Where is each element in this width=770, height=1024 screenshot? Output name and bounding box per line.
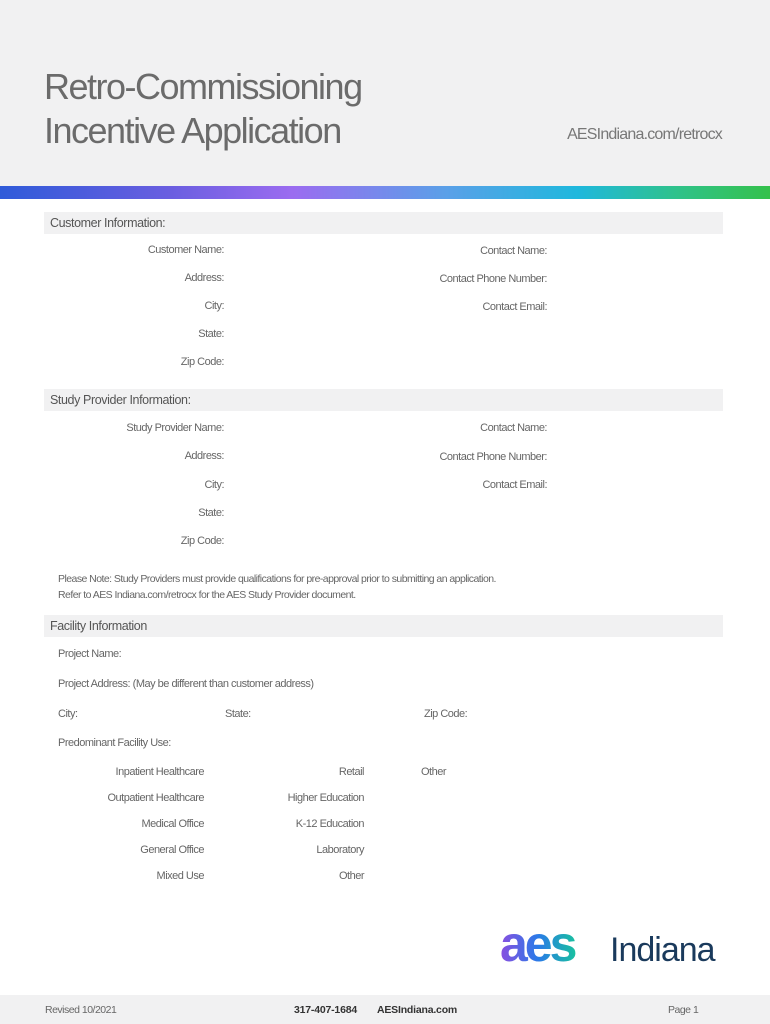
customer-contact-phone-label: Contact Phone Number:: [439, 273, 547, 285]
gradient-divider: [0, 186, 770, 199]
facility-zip-label: Zip Code:: [424, 708, 468, 720]
use-option-general-office[interactable]: General Office: [140, 844, 204, 856]
provider-note-line-2: Refer to AES Indiana.com/retrocx for the AES Study Provider document.: [58, 589, 356, 601]
project-name-label: Project Name:: [58, 648, 122, 660]
provider-section-title: Study Provider Information:: [44, 389, 723, 411]
customer-address-label: Address:: [184, 272, 224, 284]
use-option-outpatient[interactable]: Outpatient Healthcare: [107, 792, 204, 804]
customer-contact-name-label: Contact Name:: [480, 245, 547, 257]
use-option-higher-education[interactable]: Higher Education: [287, 792, 364, 804]
provider-address-label: Address:: [184, 450, 224, 462]
provider-contact-email-label: Contact Email:: [482, 479, 547, 491]
logo-aes-text: aes: [500, 916, 575, 972]
customer-name-label: Customer Name:: [147, 244, 224, 256]
logo-indiana-text: Indiana: [610, 931, 715, 969]
predominant-use-label: Predominant Facility Use:: [58, 737, 171, 749]
footer-phone: 317-407-1684: [294, 1004, 357, 1016]
use-option-mixed-use[interactable]: Mixed Use: [156, 870, 204, 882]
provider-state-label: State:: [198, 507, 224, 519]
provider-name-label: Study Provider Name:: [126, 422, 224, 434]
project-address-label: Project Address: (May be different than customer address): [58, 678, 314, 690]
customer-zip-label: Zip Code:: [180, 356, 224, 368]
provider-contact-phone-label: Contact Phone Number:: [439, 451, 547, 463]
use-option-k12-education[interactable]: K-12 Education: [295, 818, 364, 830]
facility-state-label: State:: [225, 708, 251, 720]
customer-city-label: City:: [204, 300, 224, 312]
page-title-line-1: Retro-Commissioning: [44, 66, 362, 107]
provider-contact-name-label: Contact Name:: [480, 422, 547, 434]
page-title-line-2: Incentive Application: [44, 110, 341, 151]
use-option-retail[interactable]: Retail: [338, 766, 364, 778]
footer-revised: Revised 10/2021: [45, 1004, 117, 1016]
use-option-other-2[interactable]: Other: [421, 766, 447, 778]
customer-state-label: State:: [198, 328, 224, 340]
provider-zip-label: Zip Code:: [180, 535, 224, 547]
footer-page-number: Page 1: [668, 1004, 699, 1016]
use-option-inpatient[interactable]: Inpatient Healthcare: [115, 766, 204, 778]
provider-note-line-1: Please Note: Study Providers must provide qualifications for pre-approval prior to submitting an application.: [58, 573, 496, 585]
facility-city-label: City:: [58, 708, 78, 720]
use-option-medical-office[interactable]: Medical Office: [141, 818, 204, 830]
provider-city-label: City:: [204, 479, 224, 491]
use-option-laboratory[interactable]: Laboratory: [316, 844, 364, 856]
customer-section-title: Customer Information:: [44, 212, 723, 234]
footer-site-link[interactable]: AESIndiana.com: [377, 1004, 458, 1016]
facility-section-title: Facility Information: [44, 615, 723, 637]
header-url[interactable]: AESIndiana.com/retrocx: [567, 126, 722, 143]
aes-indiana-logo: [500, 915, 730, 975]
use-option-other[interactable]: Other: [338, 870, 364, 882]
customer-contact-email-label: Contact Email:: [482, 301, 547, 313]
